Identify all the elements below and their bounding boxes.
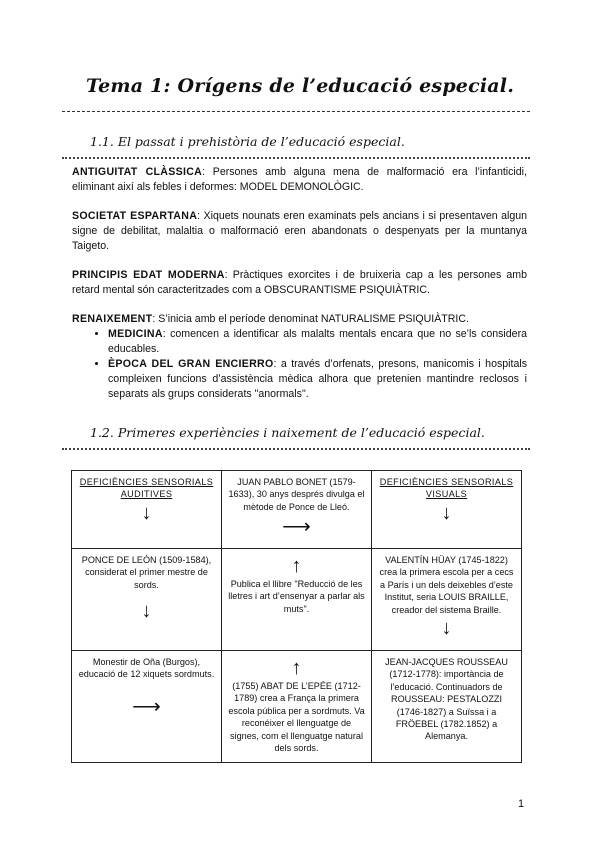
page-number: 1 [518, 798, 525, 810]
term: SOCIETAT ESPARTANA [72, 210, 198, 222]
table-cell [72, 471, 222, 549]
cell-text: JUAN PABLO BONET (1579-1633), 30 anys després divulga el mètode de Ponce de Lleó. [228, 477, 365, 512]
term: ANTIGUITAT CLÀSSICA [72, 166, 203, 178]
table-cell [222, 651, 372, 763]
table-cell [372, 471, 522, 549]
table-cell [222, 549, 372, 651]
term: ÈPOCA DEL GRAN ENCIERRO [108, 358, 274, 370]
paragraph-text: : Pràctiques exorcites i de bruixeria cap a les persones amb retard mental són caracteritzades com a OBSCURANTISME PSIQUIÀTRIC. [72, 269, 528, 296]
table-cell [72, 549, 222, 651]
arrow-down-icon: ↓ [441, 617, 452, 640]
table-cell [222, 471, 372, 549]
table-row [72, 471, 522, 549]
title-divider [62, 111, 530, 112]
section-1-heading: 1.1. El passat i prehistòria de l’educació especial. [90, 134, 405, 149]
cell-text: Monestir de Oña (Burgos), educació de 12 xiquets sordmuts. [78, 657, 215, 680]
list-item-text: : comencen a identificar als malalts mentals encara que no se’ls considera educables. [108, 328, 527, 355]
paragraph-edat-moderna [72, 268, 527, 298]
paragraph-esparta [72, 209, 527, 254]
paragraph-renaixement [72, 312, 527, 402]
list-item-text: : a través d’orfenats, presons, manicomis i hospitals compleixen funcions d’assistència mèdica alhora que pretenien mantindre reclosos i separats als grups considerats "anormals". [108, 358, 527, 400]
table-row [72, 651, 522, 763]
renaixement-list [72, 327, 527, 402]
page-title: Tema 1: Orígens de l’educació especial. [85, 75, 515, 97]
arrow-right-icon: ⟶ [282, 516, 311, 539]
visual-heading: DEFICIÈNCIES SENSORIALS VISUALS [379, 477, 514, 500]
arrow-down-icon: ↓ [441, 501, 452, 524]
arrow-down-icon: ↓ [141, 600, 152, 623]
term: PRINCIPIS EDAT MODERNA [72, 269, 225, 281]
auditory-heading: DEFICIÈNCIES SENSORIALS AUDITIVES [79, 477, 214, 500]
paragraph-antiguitat [72, 165, 527, 195]
table-row [72, 549, 522, 651]
arrow-up-icon: ↑ [291, 555, 302, 577]
section-2-divider [62, 448, 530, 450]
cell-text: PONCE DE LEÓN (1509-1584), considerat el primer mestre de sords. [81, 555, 212, 590]
table-cell [372, 549, 522, 651]
arrow-down-icon: ↓ [141, 501, 152, 524]
history-table [71, 470, 522, 763]
arrow-up-icon: ↑ [291, 657, 302, 679]
table-cell [72, 651, 222, 763]
term: RENAIXEMENT [72, 313, 153, 325]
list-item [108, 357, 527, 402]
section-1-divider [62, 157, 530, 159]
term: MEDICINA [108, 328, 163, 340]
table-cell [372, 651, 522, 763]
section-2-heading: 1.2. Primeres experiències i naixement de l’educació especial. [90, 425, 485, 440]
cell-text: Publica el llibre "Reducció de les lletres i art d’ensenyar a parlar als muts". [228, 579, 365, 614]
cell-text: JEAN-JACQUES ROUSSEAU (1712-1778): importància de l’educació. Continuadors de ROUSSEAU: PESTALOZZI (1746-1827) a Suïssa i a FRÖEBEL (1782.1852) a Alemanya. [385, 657, 508, 742]
paragraph-text: : Xiquets nounats eren examinats pels ancians i si presentaven algun signe de debilitat, malaltia o malformació eren abandonats o despenyats per la muntanya Taigeto. [72, 210, 527, 252]
paragraph-text: : Persones amb alguna mena de malformació era l’infanticidi, eliminant així als febles i deformes: MODEL DEMONOLÒGIC. [72, 166, 527, 193]
paragraph-text: : S’inicia amb el període denominat NATURALISME PSIQUIÀTRIC. [152, 313, 469, 325]
list-item [108, 327, 527, 357]
arrow-right-icon: ⟶ [132, 695, 161, 718]
cell-text: VALENTÍN HÜAY (1745-1822) crea la primera escola per a cecs a París i un dels deixebles d’este Institut, seria LOUIS BRAILLE, creador del sistema Braille. [379, 555, 514, 615]
cell-text: (1755) ABAT DE L’EPÉE (1712-1789) crea a França la primera escola pública per a sordmuts. Va reconéixer el llenguatge de signes, com el llenguatge natural dels sords. [228, 681, 365, 754]
